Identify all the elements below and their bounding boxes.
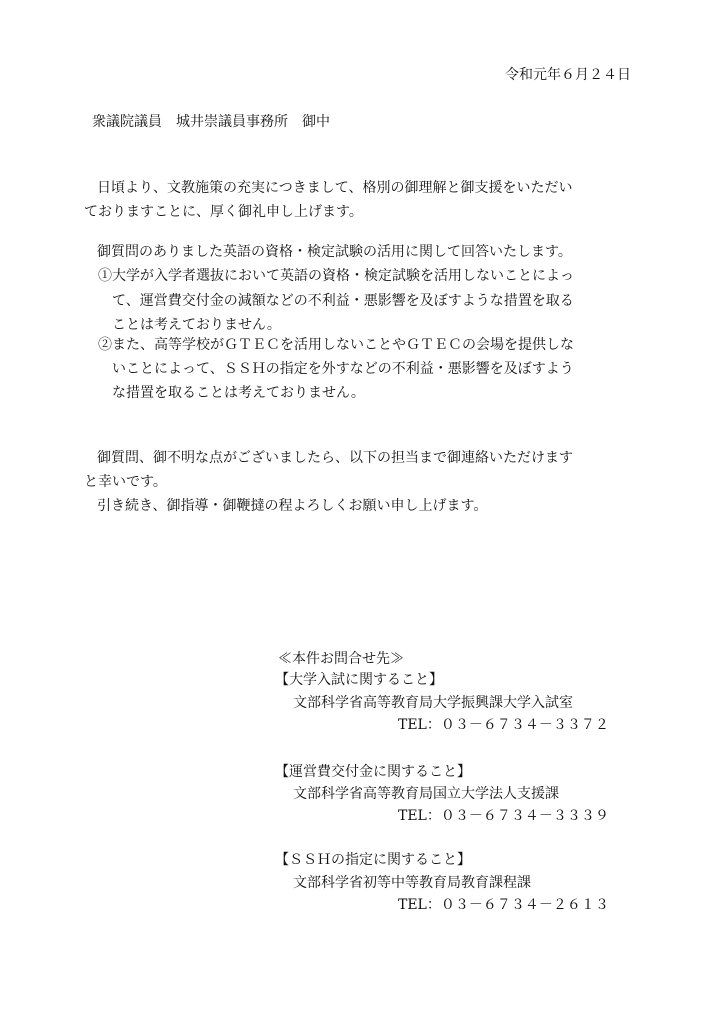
item2-line-2: いことによって、ＳＳＨの指定を外すなどの不利益・悪影響を及ぼすよう bbox=[112, 361, 574, 377]
item2-line-3: な措置を取ることは考えておりません。 bbox=[112, 385, 365, 401]
item2-line-1: ②また、高等学校がＧＴＥＣを活用しないことやＧＴＥＣの会場を提供しな bbox=[98, 337, 574, 353]
greeting-line-1: 日頃より、文教施策の充実につきまして、格別の御理解と御支援をいただい bbox=[97, 180, 573, 196]
closing-line-2: と幸いです。 bbox=[84, 474, 167, 490]
closing-line-1: 御質問、御不明な点がございましたら、以下の担当まで御連絡いただけます bbox=[97, 450, 573, 466]
contact-office-2: 文部科学省高等教育局国立大学法人支援課 bbox=[293, 786, 559, 802]
answer-intro: 御質問のありました英語の資格・検定試験の活用に関して回答いたします。 bbox=[97, 244, 572, 260]
contact-office-3: 文部科学省初等中等教育局教育課程課 bbox=[293, 875, 531, 891]
recipient-line: 衆議院議員 城井崇議員事務所 御中 bbox=[92, 114, 330, 130]
contact-topic-1: 【大学入試に関すること】 bbox=[275, 672, 443, 688]
closing-line-3: 引き続き、御指導・御鞭撻の程よろしくお願い申し上げます。 bbox=[97, 498, 488, 514]
greeting-line-2: ておりますことに、厚く御礼申し上げます。 bbox=[84, 204, 363, 220]
contact-tel-1: TEL：０３－６７３４－３３７２ bbox=[398, 717, 609, 733]
contacts-heading: ≪本件お問合せ先≫ bbox=[278, 651, 404, 667]
item1-line-1: ①大学が入学者選抜において英語の資格・検定試験を活用しないことによっ bbox=[98, 268, 574, 284]
letter-date: 令和元年６月２４日 bbox=[505, 67, 631, 83]
contact-tel-3: TEL：０３－６７３４－２６１３ bbox=[398, 897, 609, 913]
contact-topic-3: 【ＳＳＨの指定に関すること】 bbox=[275, 852, 471, 868]
contact-topic-2: 【運営費交付金に関すること】 bbox=[275, 764, 471, 780]
item1-line-3: ことは考えておりません。 bbox=[112, 317, 281, 333]
item1-line-2: て、運営費交付金の減額などの不利益・悪影響を及ぼすような措置を取る bbox=[112, 293, 574, 309]
contact-office-1: 文部科学省高等教育局大学振興課大学入試室 bbox=[293, 695, 573, 711]
contact-tel-2: TEL：０３－６７３４－３３３９ bbox=[398, 808, 609, 824]
